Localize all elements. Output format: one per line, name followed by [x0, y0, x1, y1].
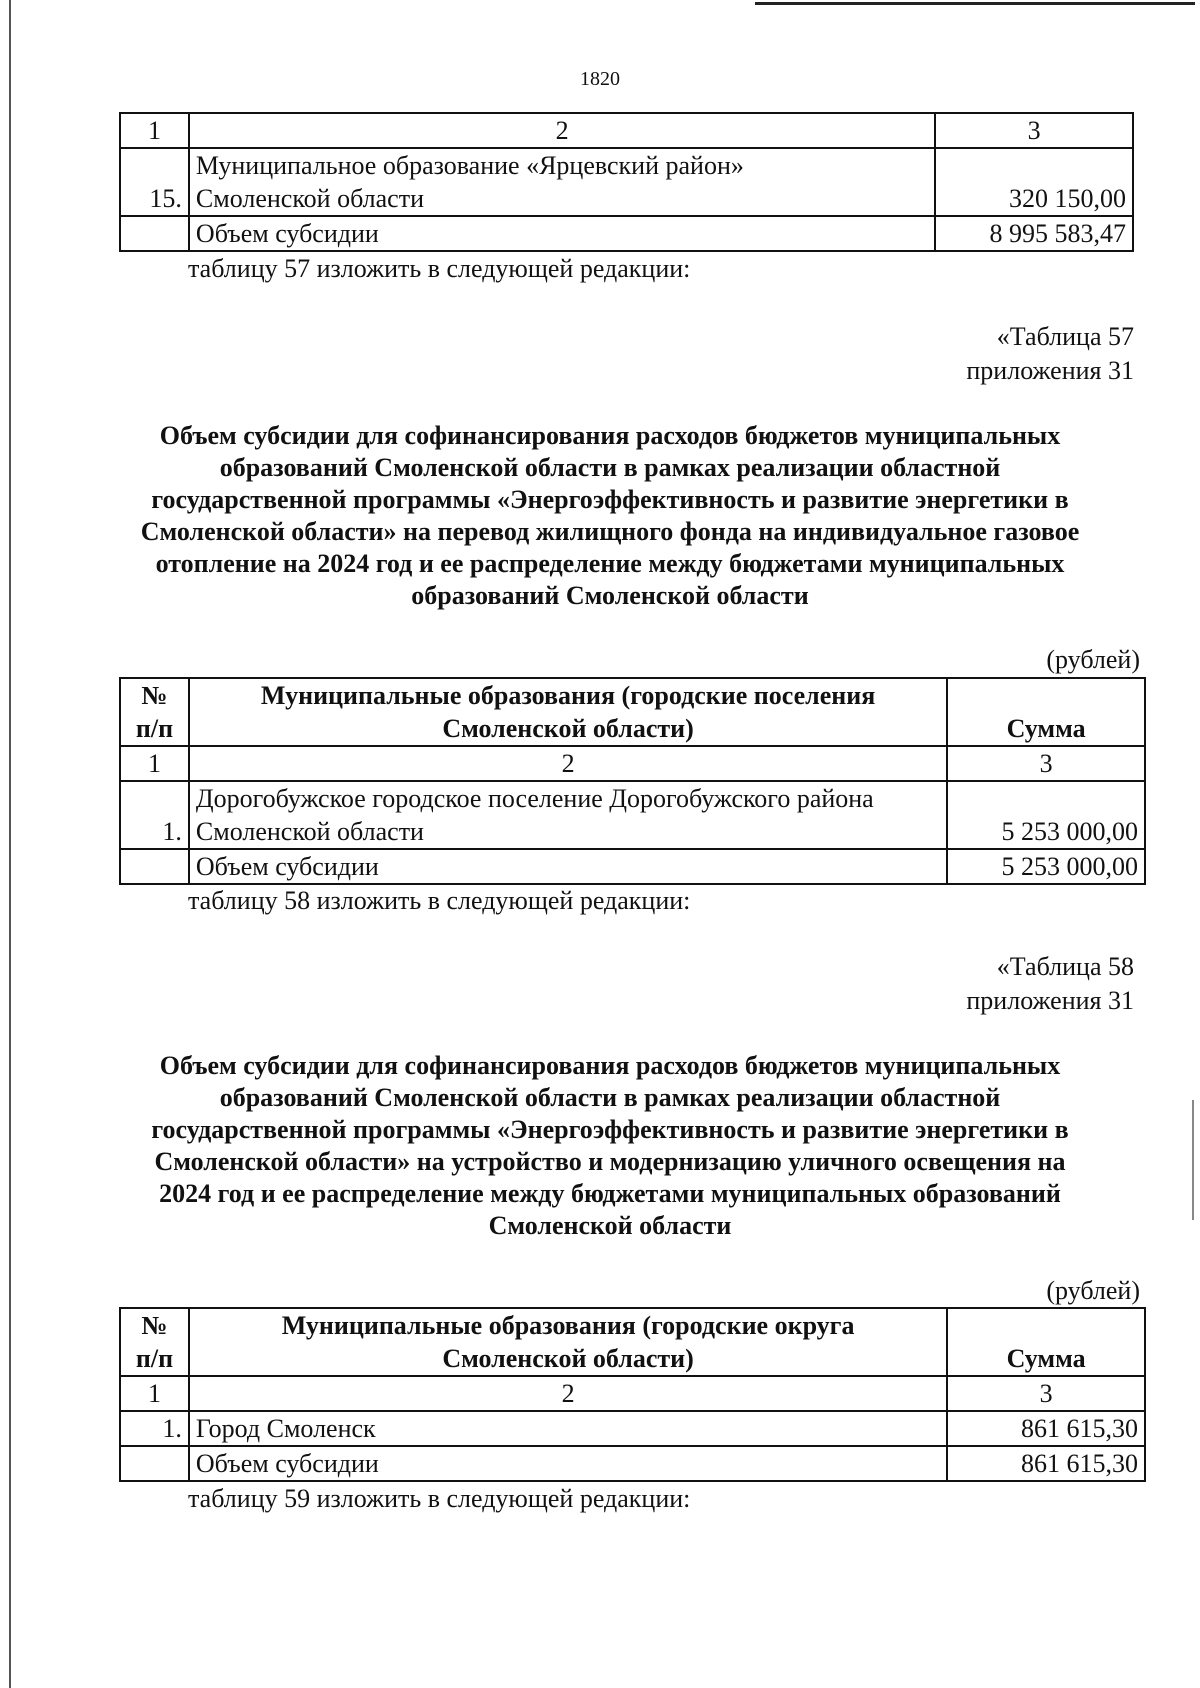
header-line: Муниципальные образования (городские округа	[281, 1311, 855, 1340]
total-label: Объем субсидии	[189, 216, 935, 251]
amount-cell: 861 615,30	[947, 1411, 1145, 1446]
table-58-title: Объем субсидии для софинансирования расходов бюджетов муниципальных образований Смоленской области в рамках реализации областной государственной программы «Энергоэффективность и развитие энергетики в Смоленской области» на устройство и модернизацию уличного освещения на 2024 год и ее распределение между бюджетами муниципальных образований Смоленской области	[151, 1051, 1069, 1240]
total-amount: 8 995 583,47	[935, 216, 1133, 251]
amount-cell: 320 150,00	[935, 148, 1133, 216]
amount-cell: 5 253 000,00	[947, 781, 1145, 849]
table-row	[120, 113, 1133, 148]
scan-artifact-right-edge	[1192, 1100, 1194, 1220]
table-header-row	[120, 1308, 1145, 1376]
table-57-caption	[966, 320, 1134, 388]
row-number: 1.	[120, 1411, 189, 1446]
total-row	[120, 216, 1133, 251]
table-cell	[120, 216, 189, 251]
units-label: (рублей)	[1046, 645, 1140, 674]
header-line: Муниципальные образования (городские поселения	[260, 681, 876, 710]
table-cell: 1	[120, 113, 189, 148]
instruction-58: таблицу 58 изложить в следующей редакции:	[188, 886, 691, 915]
municipality-name	[189, 148, 935, 216]
table-cell: 2	[189, 113, 935, 148]
header-line: п/п	[135, 714, 174, 743]
row-number: 15.	[120, 148, 189, 216]
total-label: Объем субсидии	[189, 849, 947, 884]
table-row	[120, 746, 1145, 781]
municipality-name-line: Дорогобужское городское поселение Дорогобужского района	[195, 784, 874, 813]
total-label: Объем субсидии	[189, 1446, 947, 1481]
table-header-row	[120, 678, 1145, 746]
total-row	[120, 1446, 1145, 1481]
table-row	[120, 148, 1133, 216]
table-cell	[120, 1446, 189, 1481]
caption-line: приложения 31	[966, 986, 1134, 1015]
table-cell: 3	[947, 746, 1145, 781]
municipality-name-line: Смоленской области	[195, 184, 424, 213]
scan-artifact-top-line	[755, 2, 1195, 5]
municipality-name-line: Муниципальное образование «Ярцевский район»	[195, 151, 744, 180]
table-cell: 1	[120, 1376, 189, 1411]
table-row	[120, 1411, 1145, 1446]
page-number: 1820	[580, 68, 620, 90]
municipality-name	[189, 781, 947, 849]
caption-line: «Таблица 57	[996, 322, 1134, 351]
column-header-number	[120, 1308, 189, 1376]
instruction-59: таблицу 59 изложить в следующей редакции:	[188, 1484, 691, 1513]
table-cell: 2	[189, 746, 947, 781]
table-cell: 1	[120, 746, 189, 781]
caption-line: «Таблица 58	[996, 952, 1134, 981]
instruction-57: таблицу 57 изложить в следующей редакции:	[188, 254, 691, 283]
table-cell: 3	[935, 113, 1133, 148]
column-header-municipality	[189, 678, 947, 746]
table-57-title: Объем субсидии для софинансирования расходов бюджетов муниципальных образований Смоленской области в рамках реализации областной государственной программы «Энергоэффективность и развитие энергетики в Смоленской области» на перевод жилищного фонда на индивидуальное газовое отопление на 2024 год и ее распределение между бюджетами муниципальных образований Смоленской области	[140, 421, 1080, 610]
header-line: Смоленской области)	[442, 1344, 694, 1373]
total-amount: 861 615,30	[947, 1446, 1145, 1481]
scan-artifact-left-edge	[9, 0, 11, 1688]
table-cell: 3	[947, 1376, 1145, 1411]
column-header-sum: Сумма	[947, 678, 1145, 746]
table-row	[120, 781, 1145, 849]
header-line: Смоленской области)	[442, 714, 694, 743]
table-58	[119, 1307, 1146, 1482]
table-56-tail	[119, 112, 1134, 252]
table-57	[119, 677, 1146, 885]
header-line: №	[141, 681, 168, 710]
column-header-number	[120, 678, 189, 746]
table-58-caption	[966, 950, 1134, 1018]
municipality-name-line: Смоленской области	[195, 817, 424, 846]
table-row	[120, 1376, 1145, 1411]
caption-line: приложения 31	[966, 356, 1134, 385]
header-line: п/п	[135, 1344, 174, 1373]
total-amount: 5 253 000,00	[947, 849, 1145, 884]
table-cell: 2	[189, 1376, 947, 1411]
column-header-sum: Сумма	[947, 1308, 1145, 1376]
total-row	[120, 849, 1145, 884]
table-cell	[120, 849, 189, 884]
row-number: 1.	[120, 781, 189, 849]
header-line: №	[141, 1311, 168, 1340]
units-label: (рублей)	[1046, 1276, 1140, 1305]
municipality-name: Город Смоленск	[189, 1411, 947, 1446]
column-header-municipality	[189, 1308, 947, 1376]
